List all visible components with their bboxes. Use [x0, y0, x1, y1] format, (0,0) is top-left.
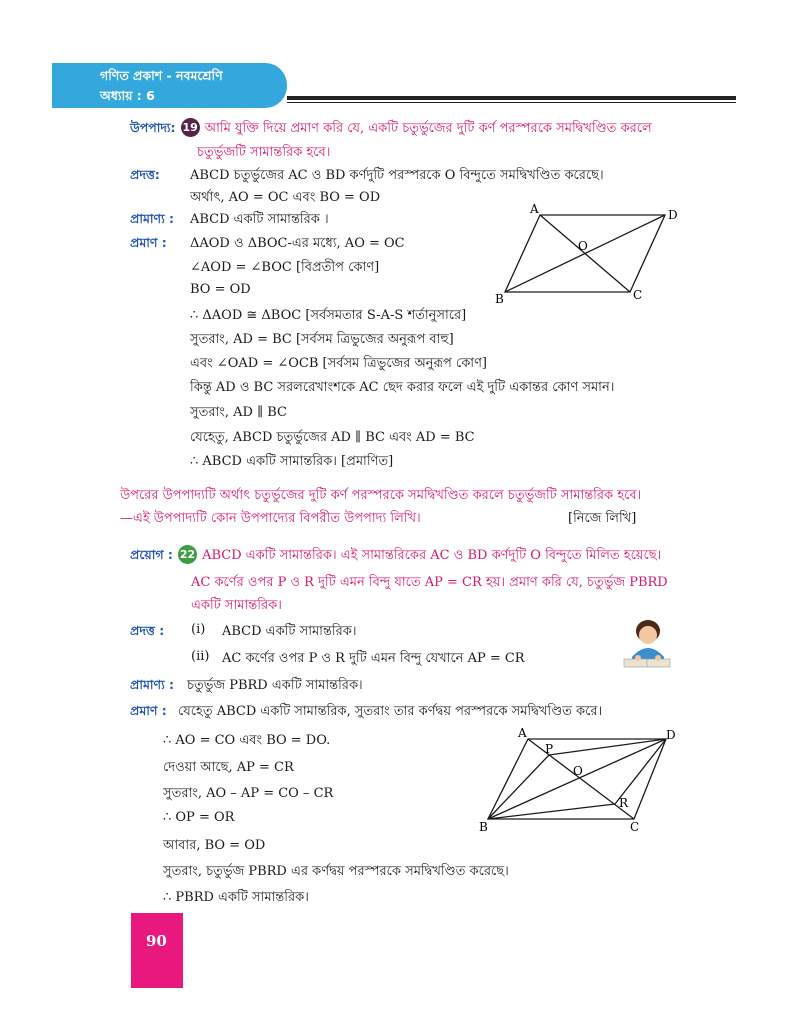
point-label-r: R	[619, 796, 629, 810]
proof-line: যেহেতু, ABCD চতুর্ভুজের AD ∥ BC এবং AD = BC	[190, 430, 475, 445]
theorem-statement-line1: আমি যুক্তি দিয়ে প্রমাণ করি যে, একটি চতুর্ভুজের দুটি কর্ণ পরস্পরকে সমদ্বিখণ্ডিত করলে	[204, 121, 652, 136]
app-proof-line: দেওয়া আছে, AP = CR	[163, 760, 294, 775]
to-prove-text: ABCD একটি সামান্তরিক ।	[190, 212, 329, 227]
app-to-prove-label: প্রামাণ্য :	[130, 677, 175, 692]
app-to-prove-text: চতুর্ভুজ PBRD একটি সামান্তরিক।	[187, 678, 363, 693]
point-label-p: P	[545, 742, 554, 756]
theorem-heading	[130, 117, 652, 140]
app-proof-label: প্রমাণ :	[130, 703, 167, 718]
app-proof-line: ∴ PBRD একটি সামান্তরিক।	[163, 890, 309, 905]
proof-line: ∴ ABCD একটি সামান্তরিক। [প্রমাণিত]	[190, 454, 394, 469]
proof-line: এবং ∠OAD = ∠OCB [সর্বসম ত্রিভুজের অনুরূপ কোণ]	[190, 356, 487, 371]
given-label: প্রদত্ত:	[130, 167, 160, 182]
given-line2: অর্থাৎ, AO = OC এবং BO = OD	[190, 190, 381, 205]
application-line2: AC কর্ণের ওপর P ও R দুটি এমন বিন্দু যাতে AP = CR হয়। প্রমাণ করি যে, চতুর্ভুজ PBRD	[191, 575, 668, 590]
app-given-item-text: ABCD একটি সামান্তরিক।	[222, 624, 357, 639]
app-given-item-num: (ii)	[191, 649, 210, 664]
vertex-label-a: A	[518, 726, 527, 740]
diagonal-bd	[505, 215, 665, 292]
theorem-label: উপপাদ্য:	[130, 120, 176, 135]
theorem-number-badge: 19	[181, 118, 200, 137]
proof-line: ∠AOD = ∠BOC [বিপ্রতীপ কোণ]	[190, 260, 380, 275]
app-given-label: প্রদত্ত :	[130, 623, 165, 638]
proof-line: BO = OD	[190, 282, 251, 297]
vertex-label-c: C	[633, 288, 643, 302]
write-yourself-tag: [নিজে লিখি]	[568, 511, 637, 526]
application-line3: একটি সামান্তরিক।	[191, 598, 282, 613]
app-proof-line: সুতরাং, AO – AP = CO – CR	[163, 786, 334, 801]
application-heading	[130, 544, 661, 567]
app-proof-line: ∴ AO = CO এবং BO = DO.	[163, 733, 331, 748]
segment-rd	[615, 739, 666, 804]
proof-line: কিন্তু AD ও BC সরলরেখাংশকে AC ছেদ করার ফলে এই দুটি একান্তর কোণ সমান।	[190, 380, 615, 395]
app-given-item-num: (i)	[191, 622, 206, 637]
point-label-o: O	[578, 239, 588, 253]
proof-line: সুতরাং, AD ∥ BC	[190, 405, 287, 420]
vertex-label-a: A	[530, 202, 539, 216]
parallelogram-pbrd-figure	[474, 725, 690, 837]
parallelogram-figure	[490, 200, 690, 310]
proof-line: ΔAOD ও ΔBOC-এর মধ্যে, AO = OC	[190, 236, 405, 251]
application-label: প্রয়োগ :	[130, 547, 173, 562]
point-label-o: O	[573, 764, 583, 778]
proof-label: প্রমাণ :	[130, 235, 167, 250]
chapter-label: অধ্যায় : 6	[100, 88, 155, 103]
header-rule-thin	[287, 102, 736, 103]
converse-line1: উপরের উপপাদ্যটি অর্থাৎ চতুর্ভুজের দুটি কর্ণ পরস্পরকে সমদ্বিখণ্ডিত করলে চতুর্ভুজটি সামান্তরিক হবে।	[120, 488, 642, 503]
given-line1: ABCD চতুর্ভুজের AC ও BD কর্ণদুটি পরস্পরকে O বিন্দুতে সমদ্বিখণ্ডিত করেছে।	[190, 168, 604, 183]
proof-line: সুতরাং, AD = BC [সর্বসম ত্রিভুজের অনুরূপ বাহু]	[190, 332, 454, 347]
app-given-item-text: AC কর্ণের ওপর P ও R দুটি এমন বিন্দু যেখানে AP = CR	[222, 651, 525, 666]
vertex-label-b: B	[495, 292, 504, 306]
vertex-label-b: B	[479, 820, 488, 834]
app-proof-line: আবার, BO = OD	[163, 838, 266, 853]
app-proof-line: সুতরাং, চতুর্ভুজ PBRD এর কর্ণদ্বয় পরস্পরকে সমদ্বিখণ্ডিত করেছে।	[163, 864, 509, 879]
vertex-label-c: C	[630, 820, 640, 834]
converse-line2: —এই উপপাদ্যটি কোন উপপাদ্যের বিপরীত উপপাদ্য লিখি।	[120, 511, 421, 526]
to-prove-label: প্রামাণ্য :	[130, 211, 175, 226]
application-line1: ABCD একটি সামান্তরিক। এই সামান্তরিকের AC ও BD কর্ণদুটি O বিন্দুতে মিলিত হয়েছে।	[202, 548, 662, 563]
vertex-label-d: D	[668, 208, 678, 222]
theorem-statement-line2: চতুর্ভুজটি সামান্তরিক হবে।	[197, 145, 331, 160]
vertex-label-d: D	[666, 728, 676, 742]
application-number-badge: 22	[178, 545, 197, 564]
girl-reading-illustration	[618, 617, 676, 672]
segment-br	[488, 804, 615, 819]
app-proof-intro: যেহেতু ABCD একটি সামান্তরিক, সুতরাং তার কর্ণদ্বয় পরস্পরকে সমদ্বিখণ্ডিত করে।	[178, 704, 603, 719]
header-rule-thick	[287, 96, 736, 100]
segment-bp	[488, 755, 549, 819]
book-title: গণিত প্রকাশ - নবমশ্রেণি	[100, 68, 223, 83]
proof-line: ∴ ΔAOD ≅ ΔBOC [সর্বসমতার S-A-S শর্তানুসারে]	[190, 308, 467, 323]
page-number: 90	[146, 932, 167, 950]
page-number-box	[131, 913, 183, 988]
app-proof-line: ∴ OP = OR	[163, 810, 235, 825]
